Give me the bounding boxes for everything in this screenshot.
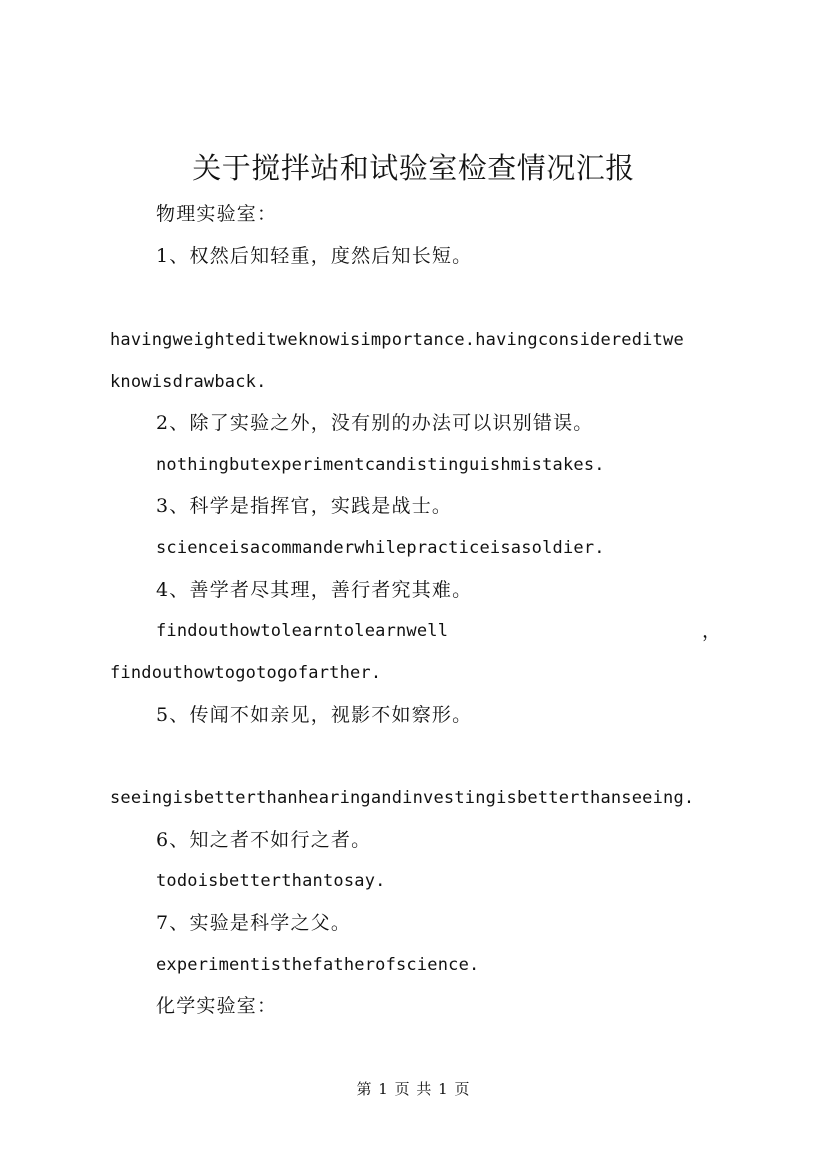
page-footer: 第 1 页 共 1 页 xyxy=(356,1080,471,1098)
section-heading-chemistry: 化学实验室： xyxy=(156,995,278,1017)
item-5-english: seeingisbetterthanhearingandinvestingisbetterthanseeing. xyxy=(110,788,695,808)
item-2-chinese: 2、除了实验之外，没有别的办法可以识别错误。 xyxy=(156,412,594,434)
item-3-english: scienceisacommanderwhilepracticeisasoldier. xyxy=(156,538,605,558)
item-5-chinese: 5、传闻不如亲见，视影不如察形。 xyxy=(156,704,473,726)
item-7-english: experimentisthefatherofscience. xyxy=(156,955,480,975)
section-heading-physics: 物理实验室： xyxy=(156,203,278,225)
item-2-english: nothingbutexperimentcandistinguishmistakes. xyxy=(156,455,605,475)
item-4-comma: ， xyxy=(702,620,722,642)
item-1-english-line-2: knowisdrawback. xyxy=(110,372,267,392)
item-1-chinese: 1、权然后知轻重，度然后知长短。 xyxy=(156,245,473,267)
item-6-chinese: 6、知之者不如行之者。 xyxy=(156,829,372,851)
item-3-chinese: 3、科学是指挥官，实践是战士。 xyxy=(156,495,453,517)
item-4-english-line-1: findouthowtolearntolearnwell xyxy=(156,621,449,641)
item-6-english: todoisbetterthantosay. xyxy=(156,871,386,891)
item-7-chinese: 7、实验是科学之父。 xyxy=(156,912,352,934)
item-1-english-line-1: havingweighteditweknowisimportance.havingconsidereditwe xyxy=(110,330,684,350)
item-4-english-line-2: findouthowtogotogofarther. xyxy=(110,663,382,683)
item-4-chinese: 4、善学者尽其理，善行者究其难。 xyxy=(156,579,473,601)
document-title: 关于搅拌站和试验室检查情况汇报 xyxy=(192,151,635,185)
